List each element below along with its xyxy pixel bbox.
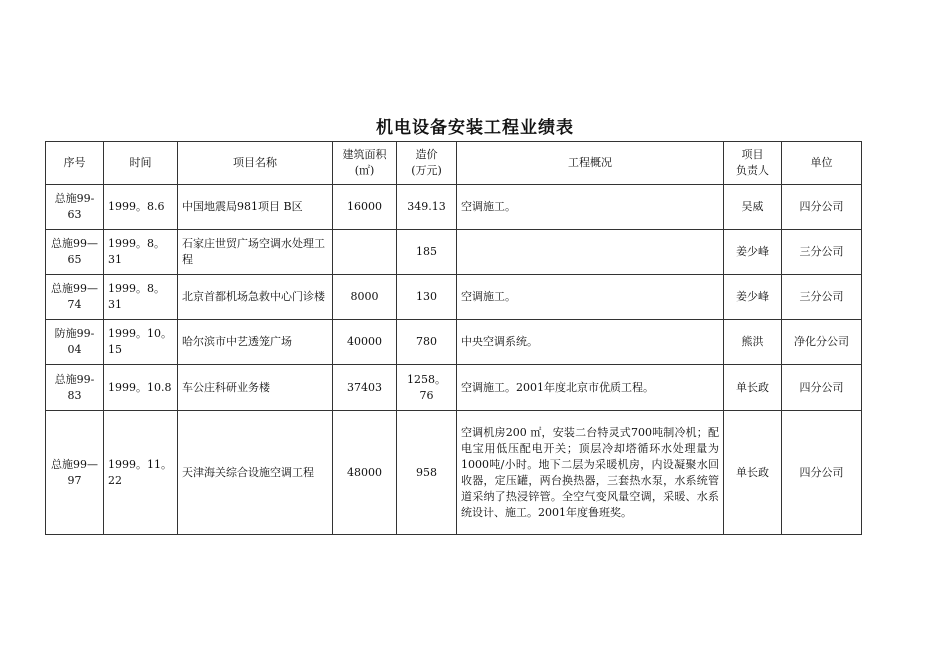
cell-seq: 总施99-83 — [46, 365, 104, 411]
header-cost-unit: (万元) — [411, 164, 442, 177]
cell-time: 1999。10。15 — [104, 320, 178, 365]
cell-time: 1999。11。22 — [104, 411, 178, 535]
cell-manager: 单长政 — [724, 411, 782, 535]
cell-manager: 吴威 — [724, 185, 782, 230]
table-row — [46, 411, 862, 535]
cell-area: 8000 — [333, 275, 397, 320]
cell-time: 1999。8.6 — [104, 185, 178, 230]
cell-time: 1999。8。31 — [104, 275, 178, 320]
cell-name: 哈尔滨市中艺透笼广场 — [178, 320, 333, 365]
cell-cost: 185 — [397, 230, 457, 275]
cell-overview: 空调机房200 ㎡，安装二台特灵式700吨制冷机；配电宝用低压配电开关；顶层冷却塔循环水处理量为1000吨/小时。地下二层为采暖机房，内设凝聚水回收器，定压罐，两台换热器，三套热水泵，水系统管道采纳了热浸锌管。全空气变风量空调，采暖、水系统设计、施工。2001年度鲁班奖。 — [457, 411, 724, 535]
header-unit: 单位 — [782, 142, 862, 185]
cell-name: 石家庄世贸广场空调水处理工程 — [178, 230, 333, 275]
table-row — [46, 320, 862, 365]
cell-unit: 四分公司 — [782, 185, 862, 230]
cell-cost: 130 — [397, 275, 457, 320]
cell-manager: 姜少峰 — [724, 230, 782, 275]
cell-manager: 单长政 — [724, 365, 782, 411]
header-cost — [397, 142, 457, 185]
cell-overview: 空调施工。2001年度北京市优质工程。 — [457, 365, 724, 411]
table-row — [46, 185, 862, 230]
header-time: 时间 — [104, 142, 178, 185]
cell-seq: 防施99-04 — [46, 320, 104, 365]
cell-unit: 三分公司 — [782, 275, 862, 320]
cell-cost: 349.13 — [397, 185, 457, 230]
cell-overview: 中央空调系统。 — [457, 320, 724, 365]
cell-overview: 空调施工。 — [457, 185, 724, 230]
cell-unit: 三分公司 — [782, 230, 862, 275]
table-row — [46, 230, 862, 275]
cell-seq: 总施99—74 — [46, 275, 104, 320]
performance-table — [45, 141, 862, 535]
cell-name: 中国地震局981项目 B区 — [178, 185, 333, 230]
header-manager-line2: 负责人 — [736, 164, 769, 177]
header-row — [46, 142, 862, 185]
cell-cost: 780 — [397, 320, 457, 365]
cell-seq: 总施99—97 — [46, 411, 104, 535]
header-cost-label: 造价 — [415, 148, 438, 161]
cell-area: 40000 — [333, 320, 397, 365]
header-manager-line1: 项目 — [741, 148, 764, 161]
header-area — [333, 142, 397, 185]
page-title: 机电设备安装工程业绩表 — [376, 118, 574, 138]
cell-time: 1999。10.8 — [104, 365, 178, 411]
cell-name: 车公庄科研业务楼 — [178, 365, 333, 411]
table-row — [46, 275, 862, 320]
cell-unit: 四分公司 — [782, 365, 862, 411]
cell-manager: 熊洪 — [724, 320, 782, 365]
header-overview: 工程概况 — [457, 142, 724, 185]
cell-seq: 总施99-63 — [46, 185, 104, 230]
cell-name: 北京首都机场急救中心门诊楼 — [178, 275, 333, 320]
header-name: 项目名称 — [178, 142, 333, 185]
cell-area — [333, 230, 397, 275]
cell-seq: 总施99—65 — [46, 230, 104, 275]
cell-cost: 958 — [397, 411, 457, 535]
cell-manager: 姜少峰 — [724, 275, 782, 320]
cell-overview — [457, 230, 724, 275]
header-area-label: 建筑面积 — [342, 148, 387, 161]
header-manager — [724, 142, 782, 185]
cell-area: 48000 — [333, 411, 397, 535]
table-row — [46, 365, 862, 411]
cell-unit: 净化分公司 — [782, 320, 862, 365]
header-area-unit: (㎡) — [354, 164, 375, 177]
cell-time: 1999。8。31 — [104, 230, 178, 275]
cell-area: 16000 — [333, 185, 397, 230]
cell-area: 37403 — [333, 365, 397, 411]
cell-overview: 空调施工。 — [457, 275, 724, 320]
cell-name: 天津海关综合设施空调工程 — [178, 411, 333, 535]
cell-cost: 1258。76 — [397, 365, 457, 411]
header-seq: 序号 — [46, 142, 104, 185]
cell-unit: 四分公司 — [782, 411, 862, 535]
